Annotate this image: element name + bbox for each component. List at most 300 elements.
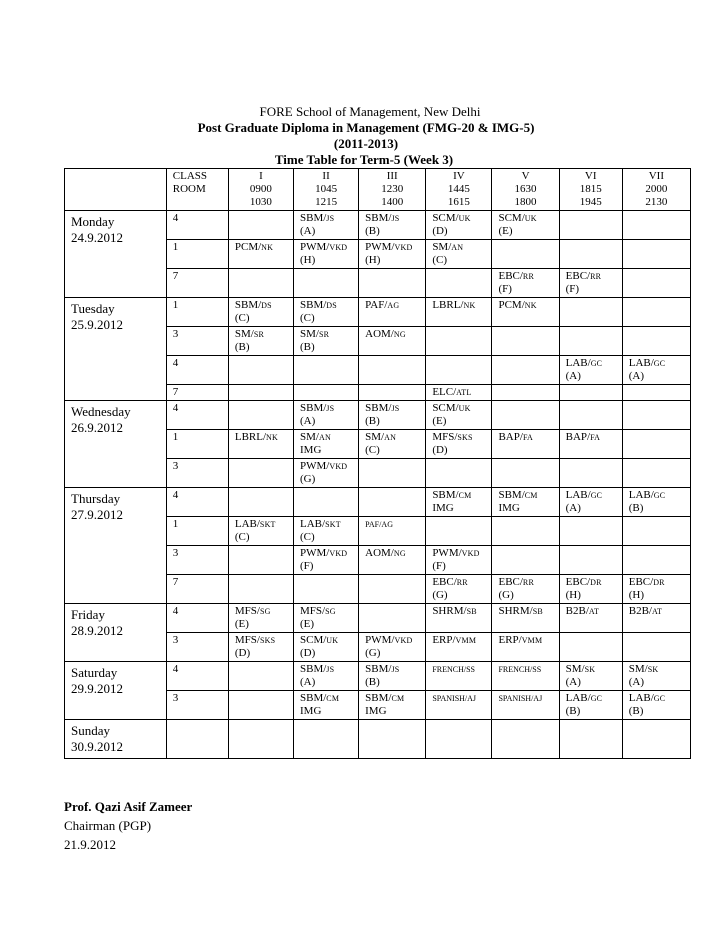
period-start: 1445 <box>447 183 470 195</box>
section-group: (B) <box>365 415 380 427</box>
session-cell <box>294 662 359 691</box>
course-code: EBC/ <box>498 270 523 282</box>
session-cell <box>622 385 690 401</box>
day-name: Monday <box>71 214 115 229</box>
faculty-code: JS <box>326 214 335 223</box>
session-course <box>498 576 552 589</box>
period-end: 1800 <box>514 196 537 208</box>
faculty-code: SR <box>253 330 265 339</box>
session-cell <box>492 327 559 356</box>
session-cell <box>294 430 359 459</box>
program-title: Post Graduate Diploma in Management (FMG-20 & IMG-5) <box>197 120 535 135</box>
faculty-code: VKD <box>461 549 480 558</box>
session-cell <box>426 298 492 327</box>
section-group: (A) <box>628 676 645 688</box>
session-course <box>566 489 616 502</box>
course-code: PCM/ <box>234 241 262 253</box>
day-cell <box>65 401 167 488</box>
session-cell <box>492 298 559 327</box>
course-code: PWM/ <box>300 241 330 253</box>
session-course <box>365 692 419 705</box>
session-course <box>629 576 684 589</box>
faculty-code: JS <box>326 404 335 413</box>
timetable-header <box>65 169 691 211</box>
session-cell <box>359 459 426 488</box>
section-group: (G) <box>365 647 381 659</box>
session-cell <box>426 604 492 633</box>
faculty-code: NK <box>524 301 537 310</box>
course-code: PWM/ <box>365 634 395 646</box>
session-cell <box>426 488 492 517</box>
session-cell <box>359 327 426 356</box>
faculty-code: UK <box>458 214 471 223</box>
day-date: 29.9.2012 <box>71 681 123 696</box>
session-cell <box>426 720 492 759</box>
session-course <box>300 547 352 560</box>
section-group: (B) <box>628 705 644 717</box>
session-course <box>365 328 419 341</box>
faculty-code: VKD <box>329 549 348 558</box>
session-course <box>300 518 352 531</box>
faculty-code: UK <box>326 636 339 645</box>
section-group: (A) <box>300 415 316 427</box>
period-num: I <box>259 170 263 182</box>
session-cell <box>359 430 426 459</box>
section-group: (E) <box>234 618 249 630</box>
course-code: SM/ <box>432 241 452 253</box>
class-room-header <box>166 169 228 211</box>
session-cell <box>622 211 690 240</box>
session-cell <box>294 401 359 430</box>
blank-header-cell <box>65 169 167 211</box>
session-cell <box>426 691 492 720</box>
course-code: EBC/ <box>565 270 591 282</box>
course-code: EBC/ <box>628 576 654 588</box>
session-cell <box>492 240 559 269</box>
course-code: SBM/ <box>300 212 327 224</box>
section-group: (B) <box>300 341 315 353</box>
faculty-code: CM <box>524 491 538 500</box>
session-course <box>365 547 419 560</box>
section-group: (E) <box>498 225 513 237</box>
course-code: LBRL/ <box>432 299 464 311</box>
institute-title: FORE School of Management, New Delhi <box>259 104 481 119</box>
session-cell <box>294 488 359 517</box>
course-code: SCM/ <box>432 212 459 224</box>
course-code: SBM/ <box>234 299 262 311</box>
session-cell <box>622 517 690 546</box>
section-group: (B) <box>365 676 380 688</box>
course-code: MFS/ <box>234 634 260 646</box>
session-course <box>498 431 552 444</box>
session-cell <box>492 720 559 759</box>
course-code: LAB/ <box>300 518 326 530</box>
session-cell <box>492 517 559 546</box>
course-code: LAB/ <box>565 692 591 704</box>
signatory-title: Chairman (PGP) <box>64 818 152 833</box>
section-group: (H) <box>565 589 581 601</box>
room-cell: 7 <box>166 269 228 298</box>
session-course <box>498 212 552 225</box>
session-cell <box>228 211 293 240</box>
session-cell <box>359 298 426 327</box>
session-course <box>629 663 684 676</box>
session-cell <box>426 211 492 240</box>
day-cell <box>65 720 167 759</box>
section-group: (B) <box>234 341 250 353</box>
session-cell <box>622 604 690 633</box>
session-course <box>498 270 552 283</box>
period-start: 0900 <box>249 183 272 195</box>
session-cell <box>294 604 359 633</box>
course-code: SBM/ <box>300 692 327 704</box>
section-group: (H) <box>300 254 316 266</box>
session-course <box>629 692 684 705</box>
section-group: (G) <box>498 589 514 601</box>
faculty-code: AT <box>651 607 663 616</box>
faculty-code: SK <box>647 665 659 674</box>
period-num: VI <box>584 170 597 182</box>
session-cell <box>492 211 559 240</box>
faculty-code: FA <box>590 433 601 442</box>
session-cell <box>228 517 293 546</box>
day-name: Tuesday <box>71 301 115 316</box>
day-cell <box>65 662 167 720</box>
day-date: 27.9.2012 <box>71 507 123 522</box>
faculty-code: SKT <box>325 520 341 529</box>
session-cell <box>559 546 622 575</box>
section-group: (C) <box>365 444 380 456</box>
session-cell <box>622 430 690 459</box>
section-group: (F) <box>432 560 446 572</box>
session-course <box>566 663 616 676</box>
session-cell <box>359 240 426 269</box>
session-course <box>300 460 352 473</box>
faculty-code: AN <box>451 243 464 252</box>
session-course <box>566 270 616 283</box>
session-course <box>432 212 485 225</box>
course-code: SM/ <box>628 663 648 675</box>
session-course <box>365 518 419 531</box>
session-cell <box>559 385 622 401</box>
session-course <box>629 489 684 502</box>
session-cell <box>294 575 359 604</box>
faculty-code: VKD <box>394 243 413 252</box>
faculty-code: SKT <box>259 520 276 529</box>
session-course <box>300 692 352 705</box>
faculty-code: JS <box>391 404 400 413</box>
section-group: (C) <box>432 254 447 266</box>
course-code: SM/ <box>234 328 254 340</box>
section-group: (E) <box>300 618 315 630</box>
session-cell <box>294 240 359 269</box>
table-row <box>65 211 691 240</box>
session-course <box>365 241 419 254</box>
section-group: (C) <box>300 531 315 543</box>
period-end: 1945 <box>579 196 602 208</box>
session-course <box>432 386 485 399</box>
course-code: SM/ <box>365 431 385 443</box>
session-course <box>566 357 616 370</box>
course-code: SM/ <box>300 431 319 443</box>
session-course <box>432 634 485 647</box>
timetable-body <box>65 211 691 759</box>
room-cell: 1 <box>166 430 228 459</box>
session-cell <box>294 459 359 488</box>
course-code: SHRM/ <box>498 605 533 617</box>
faculty-code: SK <box>584 665 596 674</box>
faculty-code: DS <box>261 301 272 310</box>
period-header <box>622 169 690 211</box>
faculty-code: GC <box>590 491 603 500</box>
session-cell <box>359 546 426 575</box>
room-cell: 7 <box>166 385 228 401</box>
period-header <box>228 169 293 211</box>
day-date: 28.9.2012 <box>71 623 123 638</box>
section-group: (C) <box>234 531 250 543</box>
session-cell <box>559 240 622 269</box>
session-cell <box>294 327 359 356</box>
period-num: VII <box>648 170 664 182</box>
section-group: IMG <box>300 444 322 456</box>
session-cell <box>359 575 426 604</box>
course-code: FRENCH/SS <box>498 665 542 674</box>
session-cell <box>559 327 622 356</box>
faculty-code: JS <box>326 665 335 674</box>
period-header <box>559 169 622 211</box>
period-end: 1030 <box>249 196 272 208</box>
faculty-code: SB <box>466 607 477 616</box>
session-cell <box>492 604 559 633</box>
day-cell <box>65 211 167 298</box>
session-cell <box>492 691 559 720</box>
session-cell <box>622 662 690 691</box>
session-cell <box>426 385 492 401</box>
session-cell <box>228 720 293 759</box>
section-group: IMG <box>498 502 520 514</box>
faculty-code: VKD <box>329 462 348 471</box>
session-cell <box>559 575 622 604</box>
signatory-name: Prof. Qazi Asif Zameer <box>64 799 193 814</box>
period-num: V <box>521 170 530 182</box>
session-cell <box>359 720 426 759</box>
session-cell <box>492 401 559 430</box>
session-cell <box>228 546 293 575</box>
room-cell: 4 <box>166 356 228 385</box>
course-code: BAP/ <box>565 431 591 443</box>
course-code: MFS/ <box>234 605 260 617</box>
faculty-code: RR <box>522 578 534 587</box>
room-cell: 1 <box>166 240 228 269</box>
day-cell <box>65 488 167 604</box>
session-cell <box>622 356 690 385</box>
faculty-code: DS <box>326 301 337 310</box>
session-course <box>432 489 485 502</box>
section-group: (D) <box>432 444 448 456</box>
session-course <box>235 299 287 312</box>
session-cell <box>426 240 492 269</box>
section-group: (D) <box>300 647 316 659</box>
faculty-code: AG <box>387 301 400 310</box>
day-name: Thursday <box>71 491 121 506</box>
faculty-code: UK <box>524 214 537 223</box>
section-group: IMG <box>365 705 387 717</box>
session-cell <box>559 401 622 430</box>
session-cell <box>228 269 293 298</box>
section-group: (C) <box>234 312 250 324</box>
section-group: (A) <box>565 370 581 382</box>
session-cell <box>294 720 359 759</box>
section-group: (H) <box>628 589 645 601</box>
faculty-code: JS <box>391 214 400 223</box>
faculty-code: AN <box>384 433 397 442</box>
session-cell <box>622 720 690 759</box>
faculty-code: RR <box>456 578 468 587</box>
faculty-code: NK <box>463 301 476 310</box>
room-cell: 4 <box>166 401 228 430</box>
session-course <box>498 663 552 676</box>
course-code: EBC/ <box>432 576 457 588</box>
course-code: PWM/ <box>432 547 462 559</box>
course-code: SM/ <box>565 663 585 675</box>
session-course <box>300 431 352 444</box>
session-cell <box>492 633 559 662</box>
session-cell <box>294 298 359 327</box>
course-code: ELC/ <box>432 386 457 398</box>
faculty-code: AG <box>381 520 394 529</box>
faculty-code: SG <box>259 607 271 616</box>
day-name: Sunday <box>71 723 110 738</box>
session-cell <box>559 720 622 759</box>
session-course <box>432 241 485 254</box>
period-start: 1630 <box>514 183 537 195</box>
room-cell: 4 <box>166 488 228 517</box>
session-course <box>432 663 485 676</box>
table-row <box>65 604 691 633</box>
faculty-code: GC <box>590 694 603 703</box>
period-end: 1215 <box>315 196 338 208</box>
session-cell <box>492 269 559 298</box>
batch-years: (2011-2013) <box>333 136 399 151</box>
section-group: (A) <box>628 370 645 382</box>
session-course <box>235 431 287 444</box>
faculty-code: JS <box>391 665 400 674</box>
course-code: SHRM/ <box>432 605 467 617</box>
faculty-code: SB <box>532 607 543 616</box>
room-cell: 3 <box>166 633 228 662</box>
course-code: EBC/ <box>498 576 523 588</box>
session-course <box>566 692 616 705</box>
course-code: SBM/ <box>365 663 392 675</box>
day-date: 30.9.2012 <box>71 739 123 754</box>
session-course <box>566 576 616 589</box>
session-cell <box>426 662 492 691</box>
section-group: (A) <box>565 502 581 514</box>
session-cell <box>492 430 559 459</box>
day-name: Saturday <box>71 665 118 680</box>
session-cell <box>294 517 359 546</box>
period-end: 2130 <box>645 196 668 208</box>
section-group: (G) <box>300 473 316 485</box>
room-cell: 7 <box>166 575 228 604</box>
session-cell <box>559 269 622 298</box>
timetable <box>64 168 691 759</box>
session-cell <box>622 401 690 430</box>
session-cell <box>426 517 492 546</box>
course-code: SM/ <box>300 328 319 340</box>
course-code: SBM/ <box>498 489 525 501</box>
session-cell <box>426 356 492 385</box>
session-cell <box>359 211 426 240</box>
room-cell: 3 <box>166 546 228 575</box>
course-code: MFS/ <box>432 431 458 443</box>
period-header <box>294 169 359 211</box>
session-cell <box>294 691 359 720</box>
course-code: SBM/ <box>432 489 459 501</box>
session-cell <box>228 327 293 356</box>
section-group: (D) <box>234 647 251 659</box>
section-group: (B) <box>365 225 380 237</box>
session-course <box>629 357 684 370</box>
session-cell <box>426 633 492 662</box>
session-course <box>235 605 287 618</box>
faculty-code: VMM <box>455 636 477 645</box>
session-cell <box>228 401 293 430</box>
session-cell <box>359 488 426 517</box>
faculty-code: VKD <box>329 243 348 252</box>
session-cell <box>559 633 622 662</box>
room-cell: 4 <box>166 662 228 691</box>
session-cell <box>359 604 426 633</box>
session-cell <box>294 211 359 240</box>
table-row <box>65 298 691 327</box>
section-group: (F) <box>498 283 512 295</box>
faculty-code: SKS <box>457 433 473 442</box>
session-cell <box>228 356 293 385</box>
session-course <box>498 634 552 647</box>
period-end: 1615 <box>447 196 470 208</box>
course-code: PAF/ <box>365 299 388 311</box>
session-course <box>300 241 352 254</box>
room-cell: 4 <box>166 211 228 240</box>
section-group: (A) <box>300 225 316 237</box>
period-start: 1045 <box>315 183 338 195</box>
faculty-code: NK <box>266 433 278 442</box>
faculty-code: RR <box>590 272 602 281</box>
session-cell <box>622 459 690 488</box>
course-code: LAB/ <box>565 489 591 501</box>
faculty-code: AN <box>318 433 331 442</box>
period-header <box>426 169 492 211</box>
session-course <box>235 328 287 341</box>
session-course <box>365 663 419 676</box>
room-label: ROOM <box>172 183 206 195</box>
course-code: SCM/ <box>432 402 459 414</box>
room-cell: 1 <box>166 517 228 546</box>
table-row <box>65 401 691 430</box>
period-start: 2000 <box>645 183 668 195</box>
session-cell <box>359 356 426 385</box>
course-code: SBM/ <box>365 402 392 414</box>
section-group: (B) <box>565 705 581 717</box>
period-num: IV <box>453 170 465 182</box>
session-course <box>432 605 485 618</box>
faculty-code: CM <box>391 694 405 703</box>
room-cell: 3 <box>166 459 228 488</box>
period-end: 1400 <box>381 196 404 208</box>
section-group: (C) <box>300 312 315 324</box>
course-code: BAP/ <box>498 431 523 443</box>
